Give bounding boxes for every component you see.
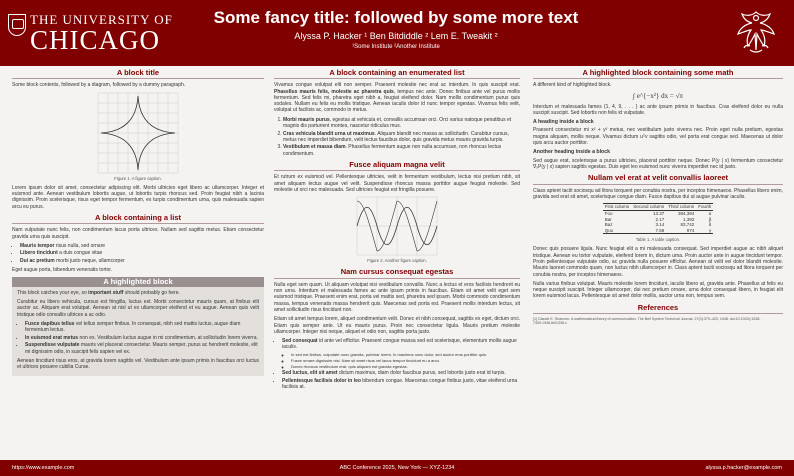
list-item: 3. Vestibulum et massa diam. Phasellus fermentum augue non nulla accumsan, non rhoncus lectus condimentum. [283,144,520,157]
list-item: • Sed consequat id ante vel efficitur. Praesent congue massa sed est scelerisque, elementum mollis augue iaculis. ◦ In sed est finibus, vulputate nunc gravida, pulvinar lorem. In maximus nunc dolor, sed auctor eros porttitor quis. ◦ Fusce ornare dignissim nisi. Nam sit amet risus vel lacus tempor tincidunt eu a arcu. ◦ Donec rhoncus vestibulum erat, quis aliquam est gravida egestas. [282,338,520,369]
block-title: A highlighted block containing some math [533,68,783,79]
block-text: This block catches your eye, so important stuff should probably go here. [17,289,180,296]
block-text: Class aptent taciti sociosqu ad litora torquent per conubia nostra, per inceptos himenaeos. Phasellus libero enim, gravida sed erat sit amet, scelerisque congue diam. Fusce dapibus dui ut augue pulvinar iaculis. [533,187,783,200]
highlighted-block [12,277,264,377]
list-item: • Fusce dapibus tellus vel tellus semper finibus. In consequat, nibh sed mattis luctus, augue diam fermentum lectus. [25,321,259,334]
block-text: Eget augue porta, bibendum venenatis tortor. [12,267,113,274]
poster-title: Some fancy title: followed by some more text [213,8,579,27]
block-title: Nam cursus consequat egestas [274,267,520,278]
logo-line-1: THE UNIVERSITY OF [30,12,173,27]
block-text: Donec quis posuere ligula. Nunc feugiat elit a mi malesuada consequat. Sed imperdiet augue ac nibh aliquet tristique. Aenean eu tortor vulputate, eleifend lorem in, dictum urna. Proin auctor ante in augue tincidunt tempor. Proin pellentesque vulputate odio, ac gravida nulla posuere efficitur. Aenean at velit vel dolor blandit molestie. Mauris laoreet commodo quam, non luctus nibh ullamcorper in. Class aptent taciti sociosqu ad litora torquent per conubia nostra, per inceptos himenaeos. [533,246,783,278]
footer-conference: ABC Conference 2025, New York — XYZ-1234 [339,465,455,471]
block-text: Etiam sit amet tempus lorem, aliquet condimentum velit. Donec et nibh consequat, sagittis ex eget, dictum orci. Etiam quis semper ante. Ut eu mauris purus. Proin nec consectetur ligula. Mauris pretium molestie ullamcorper. Integer nisi neque, aliquet et odio non, sagittis porta justo. [274,316,520,335]
data-table [603,203,714,234]
block-text: Lorem ipsum dolor sit amet, consectetur adipiscing elit. Morbi ultricies eget libero ac ullamcorper. Integer et euismod ante. Aenean vestibulum lobortis augue, ut lobortis turpis rhoncus sed. Proin feugiat nibh a lacinia dignissim. Proin scelerisque, risus eget tempor fermentum, ex turpis condimentum urna, quis malesuada sapien arcu eu purus. [12,184,264,210]
table-row: Qux 7.59 974 γ [604,227,712,233]
block-text: Some block contents, followed by a diagram, followed by a dummy paragraph. [12,82,186,89]
table-header: Fourth [698,204,712,210]
list-item: • Pellentesque facilisis dolor in leo bibendum congue. Maecenas congue finibus justo, vitae eleifend urna facilisis at. [282,378,520,391]
sub-list-item: ◦ Fusce ornare dignissim nisi. Nam sit amet risus vel lacus tempor tincidunt eu a arcu. [291,358,520,363]
table-header: First column [604,204,630,210]
block-title: Fusce aliquam magna velit [274,160,520,171]
shield-icon [8,14,26,36]
block-text: Praesent consectetur mi x² + y² metus, nec vestibulum justo viverra nec. Proin eget nulla pretium, egestas magna aliquam, mollis neque. Vivamus dictum uᵀv sagittis odio, vel porta erat congue sed. Maecenas ut dolor quis arcu auctor porttitor. [533,127,783,147]
star-diagram [97,92,179,174]
block-title: A block title [12,68,264,79]
poster-authors: Alyssa P. Hacker ¹ Ben Bitdiddle ² Lem E. Tweakit ² [294,31,498,41]
table-row: Baz 3.14 83,742 δ [604,222,712,228]
block-text: Sed augue erat, scelerisque a purus ultricies, placerat porttitor neque. Donec P(y | x) fermentum consectetur ∇ₓP(y | x) sapien sagittis egestas. Duis eget leo euismod nunc viverra imperdiet nec id justo. [533,157,783,170]
bullet-list [274,338,520,390]
table-row: Foo 13.37 384,394 α [604,211,712,217]
block-title: A highlighted block [12,277,264,287]
block-text: Interdum et malesuada fames {1, 4, 9, . . . } ac ante ipsum primis in faucibus. Cras eleifend dolor eu nulla suscipit suscipit. Sed lobortis non felis id vulputate. [533,103,783,116]
sub-list-item: ◦ Donec rhoncus vestibulum erat, quis aliquam est gravida egestas. [291,364,520,369]
enumerated-list [274,117,520,157]
university-logo [8,10,173,55]
block-title: A block containing a list [12,213,264,224]
footer-email-link[interactable]: alyssa.p.hacker@example.com [705,465,782,471]
sub-list [282,352,520,369]
column-2 [274,66,520,393]
block-heading: A heading inside a block [533,119,594,126]
equation [533,92,783,101]
figure-caption: Figure 2. Another figure caption. [367,258,427,264]
block-text: Et rutrum ex euismod vel. Pellentesque ultricies, velit in fermentum vestibulum, lectus nisi pretium nibh, sit amet aliquam lectus augue vel velit. Suspendisse rhoncus massa porttitor augue feugiat molestie. Sed molestie ut orci nec malesuada. Sed ultricies feugiat est fringilla posuere. [274,174,520,193]
table-header: Second column [633,204,665,210]
poster-footer [0,460,794,476]
table-header-row [603,204,714,211]
list-item: • Sed luctus, elit sit amet dictum maximus, diam dolor faucibus purus, sed lobortis justo erat id turpis. [282,370,520,376]
table-row: Bar 2.17 1,392 β [604,216,712,222]
phoenix-crest-icon [732,6,780,56]
list-item: 2. Cras vehicula blandit urna ut maximus. Aliquam blandit nec massa ac sollicitudin. Curabitur cursus, metus nec imperdiet bibendum, velit lectus faucibus dolor, quis gravida metus mauris gravida turpis. [283,131,520,144]
figure-caption: Figure 1. A figure caption. [114,175,162,181]
column-3 [533,66,783,326]
sine-wave-diagram [356,196,438,256]
table-header: Third column [668,204,695,210]
block-text: Vivamus congue volutpat elit non semper. Praesent molestie nec erat ac interdum. In quis suscipit erat. Phasellus mauris felis, molestie ac pharetra quis, tempus nec ante. Donec finibus ante vel purus mollis fermentum. Sed felis mi, pharetra eget nibh a, feugiat eleifend dolor. Nam mollis condimentum purus quis sodales. Nullam eu felis eu mollis tristique. Aenean iaculis dolor id nunc tempor egestas. Vivamus felis velit, volutpat ut facilisis ac, commodo in metus. [274,82,520,114]
block-text: Nulla eget sem quam. Ut aliquam volutpat nisi vestibulum convallis. Nunc a lectus et eros facilisis hendrerit eu non urna. Interdum et malesuada fames ac ante ipsum primis in faucibus. Etiam sit amet velit eget sem euismod tristique. Praesent enim erat, porta vel mattis sed, pharetra sed ipsum. Morbi commodo condimentum massa, tempus venenatis massa hendrerit quis. Maecenas sed porta est. Praesent mollis interdum lectus, sit amet sollicitudin risus tincidunt non. [274,281,520,313]
block-text: A different kind of highlighted block. [533,82,612,89]
list-item: • Dui ac pretium morbi justo neque, ullamcorper [20,258,264,264]
reference-item: [1] Claude E. Shannon. A mathematical theory of communication. The Bell System Technical Journal, 27(3):379–423, 1948. doi:10.1002/j.1538-7305.1948.tb01338.x [533,317,761,326]
list-item: • Mauris tempor risus nulla, sed ornare [20,243,264,249]
block-heading: Another heading inside a block [533,149,610,156]
list-item: • In euismod erat metus non ex. Vestibulum luctus augue in mi condimentum, at sollicitudin lorem viverra. [25,335,259,341]
block-title: A block containing an enumerated list [274,68,520,79]
block-text: Nam vulputate nunc felis, non condimentum lacus porta ultrices. Nullam sed sagittis metus. Etiam consectetur gravida urna quis suscipit. [12,227,264,240]
list-item: • Suspendisse vulputate mauris vel placerat consectetur. Mauris semper, purus ac hendrerit molestie, elit mi dignissim odio, in suscipit felis sapien vel ex. [25,342,259,355]
equation-body: ∫ e^{−x²} dx = √π [633,91,683,100]
block-text: Aenean tincidunt risus eros, at gravida lorem sagittis vel. Vestibulum ante ipsum primis in faucibus orci luctus et ultrices posuere cubilia Curae. [17,357,259,371]
poster-affiliations: ¹Some Institute ²Another Institute [352,44,440,50]
table-caption: Table 1. A table caption. [635,237,681,243]
list-item: • Libero tincidunt a duis congue vitae [20,250,264,256]
block-text: Nulla varius finibus volutpat. Mauris molestie lorem tincidunt, iaculis libero at, gravida ante. Phasellus at felis eu neque suscipit suscipit. Integer ullamcorper, dui nec pretium ornare, urna dolor consequat libero, in feugiat elit lorem euismod lacus. Pellentesque sit amet dolor mollis, auctor urna non, tempus sem. [533,280,783,300]
poster-header [0,0,794,66]
list-item: 1. Morbi mauris purus, egestas at vehicula et, convallis accumsan orci. Orci varius natoque penatibus et magnis dis parturient montes, nascetur ridiculus mus. [283,117,520,130]
block-title: References [533,303,783,314]
bullet-list [12,243,264,264]
block-text: Curabitur eu libero vehicula, cursus est fringilla, luctus est. Morbi consectetur mauris quam, at finibus elit auctor ac. Aliquam erat volutpat. Aenean at nisl ut ex ullamcorper eleifend et eu augue. Aenean quis velit tristique odio convallis ultrices a ac odio. [17,299,259,318]
bullet-list [17,321,259,355]
column-1 [12,66,264,376]
logo-line-2: CHICAGO [30,25,161,55]
block-title: Nullam vel erat at velit convallis laoreet [533,173,783,184]
sub-list-item: ◦ In sed est finibus, vulputate nunc gravida, pulvinar lorem. In maximus nunc dolor, sed auctor eros porttitor quis. [291,352,520,357]
footer-url-link[interactable]: https://www.example.com [12,465,75,471]
